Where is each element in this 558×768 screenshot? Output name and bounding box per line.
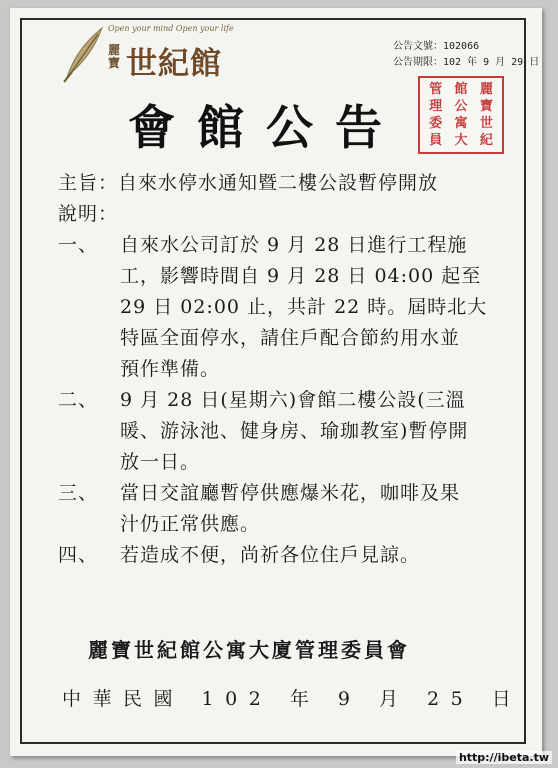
list-item-line <box>58 385 528 416</box>
seal-char: 麗 <box>479 82 493 97</box>
list-item-text: 工，影響時間自 9 月 28 日 04:00 起至 <box>120 265 482 287</box>
list-item-line <box>58 509 528 540</box>
seal-char: 委 <box>429 116 443 131</box>
notice-number: 公告文號：102066 <box>393 41 480 52</box>
seal-char: 館 <box>454 82 468 97</box>
seal-char: 世 <box>479 116 493 131</box>
list-item-text: 暖、游泳池、健身房、瑜珈教室)暫停開 <box>120 420 469 442</box>
notice-date: 中華民國 102 年 9 月 25 日 <box>62 688 523 710</box>
list-item-number: 四、 <box>58 544 99 566</box>
feather-quill-icon <box>58 24 108 84</box>
list-item-text: 特區全面停水，請住戶配合節約用水並 <box>120 327 461 349</box>
list-item-text: 放一日。 <box>120 451 201 473</box>
seal-char: 理 <box>429 99 443 114</box>
list-item-number: 三、 <box>58 482 99 504</box>
list-item-text: 自來水公司訂於 9 月 28 日進行工程施 <box>120 234 468 256</box>
seal-char: 紀 <box>479 133 493 148</box>
list-item-text: 預作準備。 <box>120 358 221 380</box>
list-item-number: 一、 <box>58 234 99 256</box>
seal-char: 員 <box>429 133 443 148</box>
committee-signature: 麗寶世紀館公寓大廈管理委員會 <box>88 638 410 662</box>
seal-char: 寶 <box>479 99 493 114</box>
committee-seal-stamp <box>418 76 504 154</box>
list-item-line <box>58 540 528 571</box>
seal-char: 公 <box>454 99 468 114</box>
list-item-text: 若造成不便，尚祈各位住戶見諒。 <box>120 544 421 566</box>
logo-small-text: 麗寶 <box>108 43 121 70</box>
subject-line: 主旨：自來水停水通知暨二樓公設暫停開放 <box>58 172 439 194</box>
list-item-text: 當日交誼廳暫停供應爆米花，咖啡及果 <box>120 482 461 504</box>
notice-body <box>58 168 528 571</box>
list-item-text: 29 日 02:00 止，共計 22 時。屆時北大 <box>120 296 488 318</box>
list-item-text: 汁仍正常供應。 <box>120 513 261 535</box>
watermark: http://ibeta.tw <box>456 751 552 764</box>
list-item-line <box>58 230 528 261</box>
list-item-line <box>58 478 528 509</box>
list-item-line <box>58 447 528 478</box>
list-item-line <box>58 292 528 323</box>
notice-period: 公告期限：102 年 9 月 29 日 <box>393 57 540 68</box>
list-item-line <box>58 416 528 447</box>
list-item-line <box>58 354 528 385</box>
page-title: 會館公告 <box>128 101 404 156</box>
seal-char: 寓 <box>454 116 468 131</box>
logo-tagline: Open your mind Open your life <box>108 24 234 33</box>
explain-label: 說明： <box>58 203 119 225</box>
list-item-line <box>58 261 528 292</box>
list-item-text: 9 月 28 日(星期六)會館二樓公設(三溫 <box>120 389 466 411</box>
list-item-line <box>58 323 528 354</box>
list-item-number: 二、 <box>58 389 99 411</box>
logo-main-text: 世紀館 <box>126 46 222 82</box>
seal-char: 大 <box>454 133 468 148</box>
seal-char: 管 <box>429 82 443 97</box>
item-list <box>58 230 528 571</box>
